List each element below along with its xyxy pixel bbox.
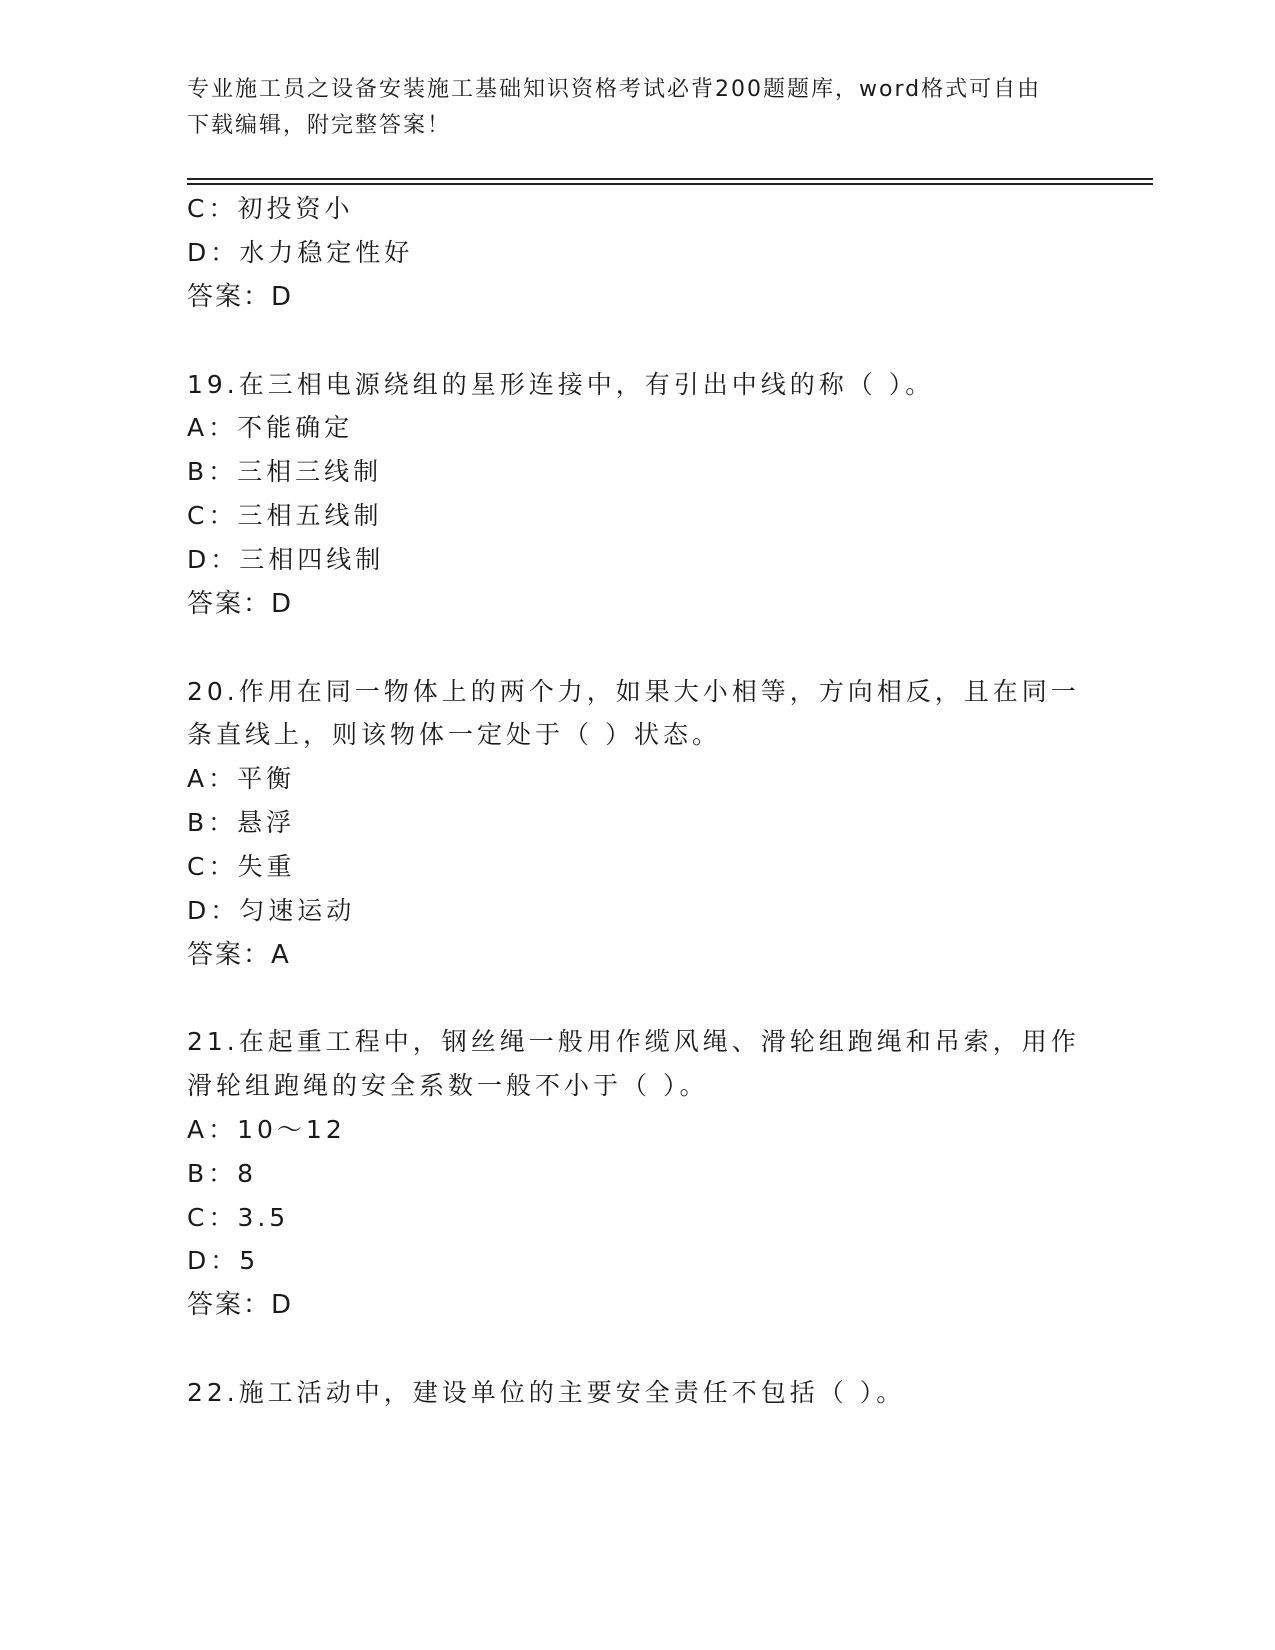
q18-option-d: D：水力稳定性好 <box>187 238 414 267</box>
document-header <box>187 72 1087 144</box>
q19-option-b: B：三相三线制 <box>187 457 383 486</box>
header-line-2: 下载编辑，附完整答案！ <box>187 113 452 138</box>
header-divider-top <box>187 178 1153 180</box>
q21-stem-line-1: 21.在起重工程中，钢丝绳一般用作缆风绳、滑轮组跑绳和吊索，用作 <box>187 1027 1080 1056</box>
q21-option-a: A：10～12 <box>187 1115 346 1144</box>
q19-option-d: D：三相四线制 <box>187 545 385 574</box>
q20-option-d: D：匀速运动 <box>187 896 356 925</box>
header-line-1: 专业施工员之设备安装施工基础知识资格考试必背200题题库，word格式可自由 <box>187 77 1042 102</box>
q21-option-c: C：3.5 <box>187 1203 290 1232</box>
q20-option-c: C：失重 <box>187 852 296 881</box>
header-divider-bottom <box>187 183 1153 185</box>
q19-option-a: A：不能确定 <box>187 413 354 442</box>
q19-option-c: C：三相五线制 <box>187 501 383 530</box>
q20-option-a: A：平衡 <box>187 764 296 793</box>
q22-stem: 22.施工活动中，建设单位的主要安全责任不包括（ ）。 <box>187 1378 906 1407</box>
q19-stem: 19.在三相电源绕组的星形连接中，有引出中线的称（ ）。 <box>187 370 935 399</box>
q20-stem-line-2: 条直线上，则该物体一定处于（ ）状态。 <box>187 720 721 749</box>
q21-option-b: B：8 <box>187 1159 258 1188</box>
q20-answer: 答案：A <box>187 940 291 970</box>
q21-stem-line-2: 滑轮组跑绳的安全系数一般不小于（ ）。 <box>187 1071 709 1100</box>
q19-answer: 答案：D <box>187 589 294 619</box>
q20-option-b: B：悬浮 <box>187 808 296 837</box>
q20-stem-line-1: 20.作用在同一物体上的两个力，如果大小相等，方向相反，且在同一 <box>187 677 1080 706</box>
q21-option-d: D：5 <box>187 1246 260 1275</box>
q21-answer: 答案：D <box>187 1290 294 1320</box>
q18-answer: 答案：D <box>187 282 294 312</box>
q18-option-c: C：初投资小 <box>187 194 354 223</box>
